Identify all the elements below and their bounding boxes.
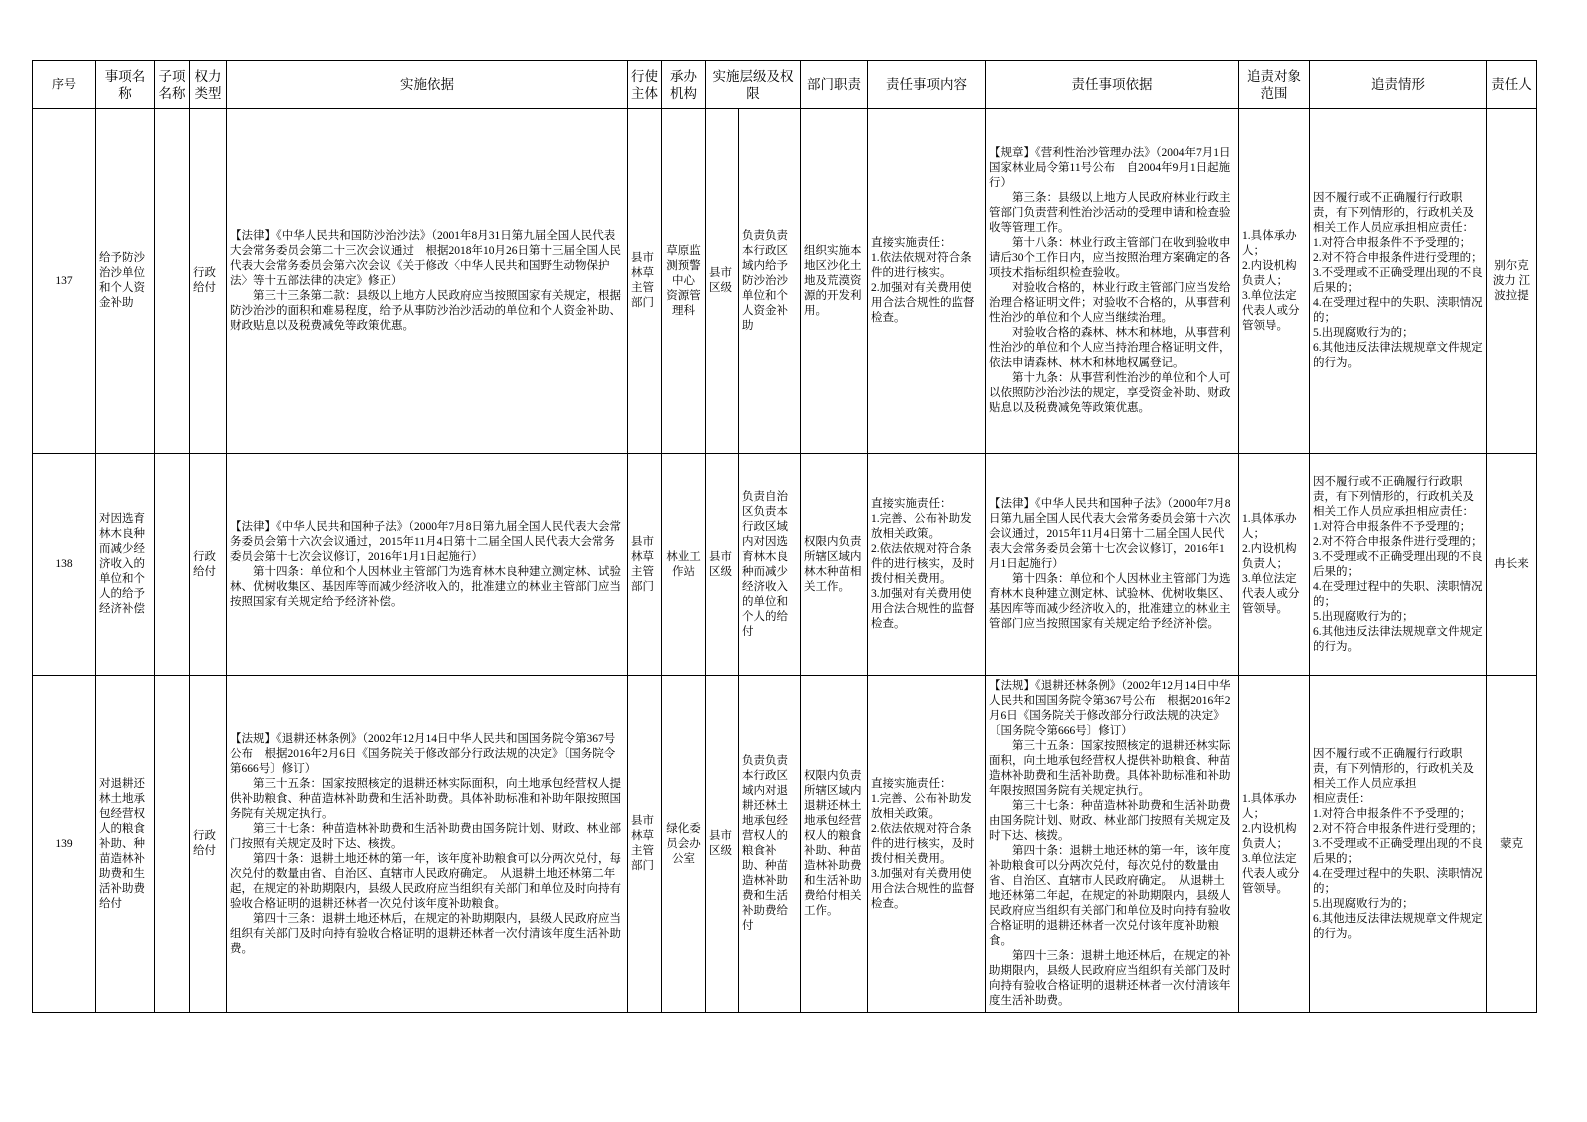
header-sub-item: 子项名称 [155, 61, 190, 109]
account-scope-cell: 1.具体承办人； 2.内设机构负责人； 3.单位法定代表人或分管领导。 [1239, 676, 1310, 1013]
handler-cell: 草原监测预警中心 资源管理科 [662, 109, 706, 454]
header-power-type: 权力类型 [190, 61, 227, 109]
account-cases-cell: 因不履行或不正确履行行政职责，有下列情形的，行政机关及相关工作人员应承担相应责任： 1.对符合申报条件不予受理的； 2.对不符合申报条件进行受理的； 3.不受理或不正确受理出现的不良后果的； 4.在受理过程中的失职、渎职情况的； 5.出现腐败行为的； 6.其他违反法律法规规章文件规定的行为。 [1310, 454, 1487, 676]
person-cell: 冉长来 [1487, 454, 1537, 676]
resp-basis-cell: 【法规】《退耕还林条例》（2002年12月14日中华人民共和国国务院令第367号公布 根据2016年2月6日《国务院关于修改部分行政法规的决定》〔国务院令第666号〕修订） 第三十五条：国家按照核定的退耕还林实际面积，向土地承包经营权人提供补助粮食、种苗造林补助费和生活补助费。具体补助标准和补助年限按照国务院有关规定执行。 第三十七条：种苗造林补助费和生活补助费由国务院计划、财政、林业部门按照有关规定及时下达、核拨。 第四十条：退耕土地还林的第一年，该年度补助粮食可以分两次兑付，每次兑付的数量由省、自治区、直辖市人民政府确定。 从退耕土地还林第二年起，在规定的补助期限内，县级人民政府应当组织有关部门和单位及时向持有验收合格证明的退耕还林者一次兑付该年度补助粮食。 第四十三条：退耕土地还林后，在规定的补助期限内，县级人民政府应当组织有关部门及时向持有验收合格证明的退耕还林者一次付清该年度生活补助费。 [986, 676, 1239, 1013]
authority-cell: 负责负责本行政区域内对退耕还林土地承包经营权人的粮食补助、种苗造林补助费和生活补助费给付 [739, 676, 801, 1013]
duty-cell: 权限内负责所辖区域内退耕还林土地承包经营权人的粮食补助、种苗造林补助费和生活补助费给付相关工作。 [801, 676, 868, 1013]
header-account-scope: 追责对象范围 [1239, 61, 1310, 109]
power-type-cell: 行政给付 [190, 109, 227, 454]
resp-content-cell: 直接实施责任： 1.完善、公布补助发放相关政策。 2.依法依规对符合条件的进行核实，及时拨付相关费用。 3.加强对有关费用使用合法合规性的监督检查。 [868, 454, 986, 676]
header-handler: 承办机构 [662, 61, 706, 109]
resp-basis-cell: 【法律】《中华人民共和国种子法》（2000年7月8日第九届全国人民代表大会常务委员会第十六次会议通过，2015年11月4日第十二届全国人民代表大会常务委员会第十七次会议修订，2016年1月1日起施行） 第十四条：单位和个人因林业主管部门为选育林木良种建立测定林、试验林、优树收集区、基因库等而减少经济收入的，批准建立的林业主管部门应当按照国家有关规定给予经济补偿。 [986, 454, 1239, 676]
responsibility-table [32, 60, 1537, 1013]
level-cell: 县市区级 [706, 454, 739, 676]
table-header-row [33, 61, 1537, 109]
subject-cell: 县市林草主管部门 [628, 109, 662, 454]
account-cases-cell: 因不履行或不正确履行行政职责，有下列情形的，行政机关及相关工作人员应承担 相应责任： 1.对符合申报条件不予受理的； 2.对不符合申报条件进行受理的； 3.不受理或不正确受理出现的不良后果的； 4.在受理过程中的失职、渎职情况的； 5.出现腐败行为的； 6.其他违反法律法规规章文件规定的行为。 [1310, 676, 1487, 1013]
seq-cell: 137 [33, 109, 96, 454]
header-item-name: 事项名称 [96, 61, 155, 109]
sub-item-cell [155, 109, 190, 454]
seq-cell: 138 [33, 454, 96, 676]
duty-cell: 组织实施本地区沙化土地及荒漠资源的开发利用。 [801, 109, 868, 454]
basis-cell: 【法律】《中华人民共和国种子法》（2000年7月8日第九届全国人民代表大会常务委员会第十六次会议通过，2015年11月4日第十二届全国人民代表大会常务委员会第十七次会议修订，2016年1月1日起施行） 第十四条：单位和个人因林业主管部门为选育林木良种建立测定林、试验林、优树收集区、基因库等而减少经济收入的，批准建立的林业主管部门应当按照国家有关规定给予经济补偿。 [227, 454, 628, 676]
item-name-cell: 对因选育林木良种而减少经济收入的单位和个人的给予经济补偿 [96, 454, 155, 676]
header-level: 实施层级及权限 [706, 61, 801, 109]
duty-cell: 权限内负责所辖区域内林木种苗相关工作。 [801, 454, 868, 676]
account-cases-cell: 因不履行或不正确履行行政职责，有下列情形的，行政机关及相关工作人员应承担相应责任： 1.对符合申报条件不予受理的； 2.对不符合申报条件进行受理的； 3.不受理或不正确受理出现的不良后果的； 4.在受理过程中的失职、渎职情况的； 5.出现腐败行为的； 6.其他违反法律法规规章文件规定的行为。 [1310, 109, 1487, 454]
header-duty: 部门职责 [801, 61, 868, 109]
table-row [33, 676, 1537, 1013]
header-person: 责任人 [1487, 61, 1537, 109]
basis-cell: 【法规】《退耕还林条例》（2002年12月14日中华人民共和国国务院令第367号公布 根据2016年2月6日《国务院关于修改部分行政法规的决定》〔国务院令第666号〕修订） 第三十五条：国家按照核定的退耕还林实际面积，向土地承包经营权人提供补助粮食、种苗造林补助费和生活补助费。具体补助标准和补助年限按照国务院有关规定执行。 第三十七条：种苗造林补助费和生活补助费由国务院计划、财政、林业部门按照有关规定及时下达、核拨。 第四十条：退耕土地还林的第一年，该年度补助粮食可以分两次兑付，每次兑付的数量由省、自治区、直辖市人民政府确定。 从退耕土地还林第二年起，在规定的补助期限内，县级人民政府应当组织有关部门和单位及时向持有验收合格证明的退耕还林者一次兑付该年度补助粮食。 第四十三条：退耕土地还林后，在规定的补助期限内，县级人民政府应当组织有关部门及时向持有验收合格证明的退耕还林者一次付清该年度生活补助费。 [227, 676, 628, 1013]
table-row [33, 454, 1537, 676]
subject-cell: 县市林草主管部门 [628, 676, 662, 1013]
resp-basis-cell: 【规章】《营利性治沙管理办法》（2004年7月1日国家林业局令第11号公布 自2004年9月1日起施行） 第三条：县级以上地方人民政府林业行政主管部门负责营利性治沙活动的受理申请和检查验收等管理工作。 第十八条：林业行政主管部门在收到验收申请后30个工作日内，应当按照治理方案确定的各项技术指标组织检查验收。 对验收合格的，林业行政主管部门应当发给治理合格证明文件；对验收不合格的，从事营利性治沙的单位和个人应当继续治理。 对验收合格的森林、林木和林地，从事营利性治沙的单位和个人应当持治理合格证明文件，依法申请森林、林木和林地权属登记。 第十九条：从事营利性治沙的单位和个人可以依照防沙治沙法的规定，享受资金补助、财政贴息以及税费减免等政策优惠。 [986, 109, 1239, 454]
item-name-cell: 对退耕还林土地承包经营权人的粮食补助、种苗造林补助费和生活补助费给付 [96, 676, 155, 1013]
authority-cell: 负责自治区负责本行政区域内对因选育林木良种而减少经济收入的单位和个人的给付 [739, 454, 801, 676]
item-name-cell: 给予防沙治沙单位和个人资金补助 [96, 109, 155, 454]
resp-content-cell: 直接实施责任： 1.完善、公布补助发放相关政策。 2.依法依规对符合条件的进行核实，及时拨付相关费用。 3.加强对有关费用使用合法合规性的监督检查。 [868, 676, 986, 1013]
person-cell: 别尔克波力 江波拉提 [1487, 109, 1537, 454]
header-basis: 实施依据 [227, 61, 628, 109]
authority-cell: 负责负责本行政区域内给予防沙治沙单位和个人资金补助 [739, 109, 801, 454]
power-type-cell: 行政给付 [190, 676, 227, 1013]
sub-item-cell [155, 676, 190, 1013]
subject-cell: 县市林草主管部门 [628, 454, 662, 676]
sub-item-cell [155, 454, 190, 676]
account-scope-cell: 1.具体承办人； 2.内设机构负责人； 3.单位法定代表人或分管领导。 [1239, 109, 1310, 454]
handler-cell: 绿化委员会办公室 [662, 676, 706, 1013]
seq-cell: 139 [33, 676, 96, 1013]
resp-content-cell: 直接实施责任： 1.依法依规对符合条件的进行核实。 2.加强对有关费用使用合法合规性的监督检查。 [868, 109, 986, 454]
level-cell: 县市区级 [706, 109, 739, 454]
table-row [33, 109, 1537, 454]
header-subject: 行使主体 [628, 61, 662, 109]
basis-cell: 【法律】《中华人民共和国防沙治沙法》（2001年8月31日第九届全国人民代表大会常务委员会第二十三次会议通过 根据2018年10月26日第十三届全国人民代表大会常务委员会第六次会议《关于修改〈中华人民共和国野生动物保护法〉等十五部法律的决定》修正） 第三十三条第二款：县级以上地方人民政府应当按照国家有关规定，根据防沙治沙的面积和难易程度，给予从事防沙治沙活动的单位和个人资金补助、财政贴息以及税费减免等政策优惠。 [227, 109, 628, 454]
handler-cell: 林业工作站 [662, 454, 706, 676]
person-cell: 蒙克 [1487, 676, 1537, 1013]
account-scope-cell: 1.具体承办人； 2.内设机构负责人； 3.单位法定代表人或分管领导。 [1239, 454, 1310, 676]
power-type-cell: 行政给付 [190, 454, 227, 676]
header-seq: 序号 [33, 61, 96, 109]
header-resp-content: 责任事项内容 [868, 61, 986, 109]
header-account-cases: 追责情形 [1310, 61, 1487, 109]
level-cell: 县市区级 [706, 676, 739, 1013]
header-resp-basis: 责任事项依据 [986, 61, 1239, 109]
